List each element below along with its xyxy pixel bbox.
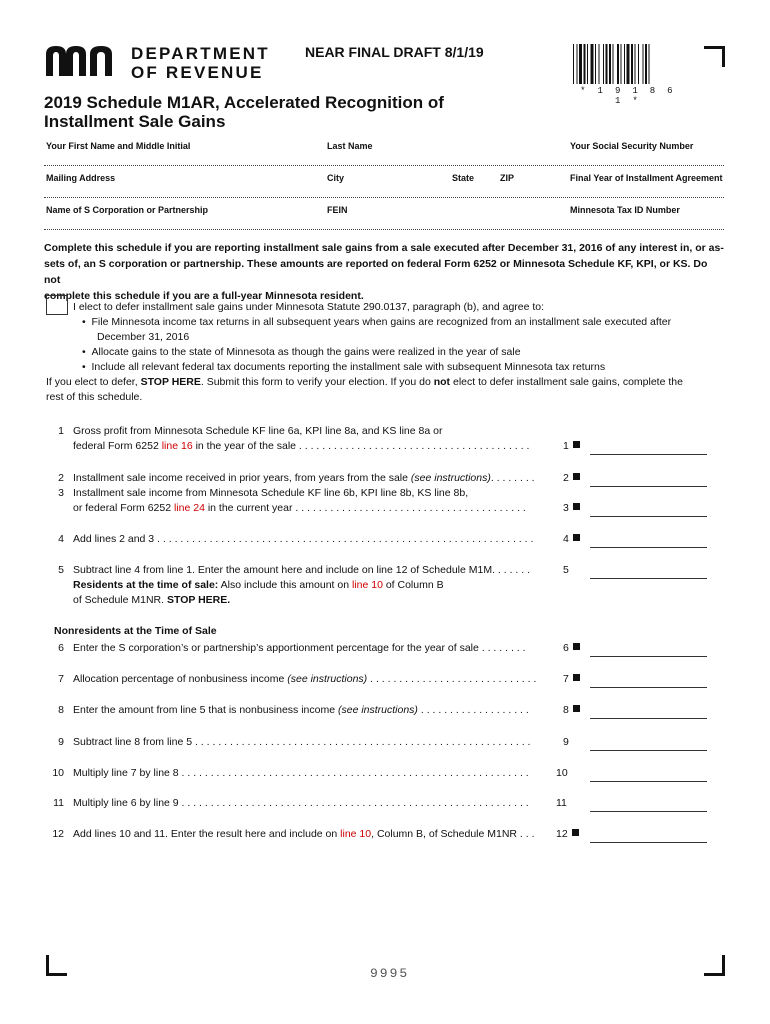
line-5-text-b2: of Column B <box>382 579 444 591</box>
line-4-ref-num: 4 <box>563 533 569 545</box>
line-3-number: 3 <box>58 487 64 499</box>
nonresidents-heading: Nonresidents at the Time of Sale <box>54 625 217 637</box>
department-logo-text <box>131 44 270 82</box>
line-4-row <box>44 533 714 548</box>
election-bullet-3: • Include all relevant federal tax documents reporting the installment sale with subsequent Minnesota tax returns <box>82 361 606 373</box>
election-statement: I elect to defer installment sale gains under Minnesota Statute 290.0137, paragraph (b), and agree to: <box>73 301 545 313</box>
line-5-text-c <box>73 594 230 606</box>
line-8-number: 8 <box>58 704 64 716</box>
square-icon <box>573 643 580 650</box>
square-icon <box>573 705 580 712</box>
line-12-amount-field[interactable] <box>590 828 707 843</box>
last-name-field[interactable]: Last Name <box>327 141 373 151</box>
defer-instruction <box>46 375 726 390</box>
line-9-ref: 9 <box>563 736 569 748</box>
line-5-link[interactable]: line 10 <box>351 579 383 591</box>
line-8-text-a: Enter the amount from line 5 that is nonbusiness income <box>73 704 338 716</box>
bullet-2-text: Allocate gains to the state of Minnesota as though the gains were realized in the year of sale <box>91 346 521 358</box>
line-3-text-b1: or federal Form 6252 <box>73 502 174 514</box>
line-3-row <box>44 487 714 517</box>
line-9-number: 9 <box>58 736 64 748</box>
line-1-row <box>44 425 714 455</box>
line-10-text: Multiply line 7 by line 8 . . . . . . . . . . . . . . . . . . . . . . . . . . . . . . . . . . . . . . . . . . . . . . . . . . . . . . . . . . . . <box>73 767 529 779</box>
line-12-text <box>73 828 535 840</box>
mn-tax-id-field[interactable]: Minnesota Tax ID Number <box>570 205 680 215</box>
line-12-ref-num: 12 <box>556 828 568 840</box>
line-5-row <box>44 564 714 609</box>
draft-label: NEAR FINAL DRAFT 8/1/19 <box>305 44 484 60</box>
line-5-residents: Residents at the time of sale: <box>73 579 219 591</box>
line-8-ref-num: 8 <box>563 704 569 716</box>
line-2-see-instructions: (see instructions) <box>410 472 491 484</box>
logo-line1: DEPARTMENT <box>131 44 270 63</box>
defer-text-b: . Submit this form to verify your election. If you do <box>200 376 434 388</box>
line-2-row <box>44 472 714 487</box>
defer-text-a: If you elect to defer, <box>46 376 141 388</box>
line-12-ref <box>556 828 579 840</box>
line-10-amount-field[interactable] <box>590 767 707 782</box>
line-12-row <box>44 828 714 843</box>
line-2-number: 2 <box>58 472 64 484</box>
line-4-number: 4 <box>58 533 64 545</box>
line-3-ref <box>563 502 580 514</box>
line-12-text-a: Add lines 10 and 11. Enter the result here and include on <box>73 828 341 840</box>
line-1-ref-num: 1 <box>563 440 569 452</box>
line-3-ref-num: 3 <box>563 502 569 514</box>
square-icon <box>573 534 580 541</box>
line-12-link[interactable]: line 10 <box>340 828 372 840</box>
line-5-text-a: Subtract line 4 from line 1. Enter the amount here and include on line 12 of Schedule M1M. . . . . . . <box>73 564 531 576</box>
line-7-amount-field[interactable] <box>590 673 707 688</box>
page-code: 9995 <box>370 966 410 981</box>
line-5-text-b <box>73 579 444 591</box>
defer-stop-here: STOP HERE <box>140 376 201 388</box>
line-6-number: 6 <box>58 642 64 654</box>
square-icon <box>573 473 580 480</box>
barcode-icon <box>573 44 683 84</box>
line-7-ref <box>563 673 580 685</box>
state-field[interactable]: State <box>452 173 475 183</box>
line-10-number: 10 <box>52 767 64 779</box>
fein-field[interactable]: FEIN <box>327 205 348 215</box>
line-10-row <box>44 767 714 782</box>
line-4-amount-field[interactable] <box>590 533 707 548</box>
line-8-ref <box>563 704 580 716</box>
intro-line1: Complete this schedule if you are reporting installment sale gains from a sale executed after December 31, 2016 of any interest in, or as- <box>44 242 724 254</box>
barcode-number: * 1 9 1 8 6 1 * <box>580 86 676 106</box>
line-12-text-b: , Column B, of Schedule M1NR . . . <box>371 828 535 840</box>
line-7-text-a: Allocation percentage of nonbusiness income <box>73 673 288 685</box>
line-7-ref-num: 7 <box>563 673 569 685</box>
line-4-ref <box>563 533 580 545</box>
mn-logo-icon <box>44 44 122 78</box>
line-1-text-b1: federal Form 6252 <box>73 440 162 452</box>
square-icon <box>573 503 580 510</box>
line-8-amount-field[interactable] <box>590 704 707 719</box>
square-icon <box>573 441 580 448</box>
line-2-text <box>73 472 535 484</box>
line-5-number: 5 <box>58 564 64 576</box>
intro-line2: sets of, an S corporation or partnership. These amounts are reported on federal Form 6252 or Minnesota Schedule KF, KPI, or KS. Do not <box>44 258 708 286</box>
line-3-text-a: Installment sale income from Minnesota Schedule KF line 6b, KPI line 8b, KS line 8b, <box>73 487 469 499</box>
first-name-field[interactable]: Your First Name and Middle Initial <box>46 141 191 151</box>
line-3-text-b2: in the current year . . . . . . . . . . . . . . . . . . . . . . . . . . . . . . . . . . . . . . . . <box>204 502 526 514</box>
corporation-field-row <box>44 203 724 230</box>
line-7-number: 7 <box>58 673 64 685</box>
square-icon <box>573 674 580 681</box>
zip-field[interactable]: ZIP <box>500 173 515 183</box>
address-field-row <box>44 171 724 198</box>
line-5-stop-here: STOP HERE. <box>166 594 231 606</box>
line-1-text-b2: in the year of the sale . . . . . . . . . . . . . . . . . . . . . . . . . . . . . . . . . . . . . . . . <box>192 440 530 452</box>
name-field-row <box>44 139 724 166</box>
line-11-row <box>44 797 714 812</box>
line-4-text: Add lines 2 and 3 . . . . . . . . . . . . . . . . . . . . . . . . . . . . . . . . . . . . . . . . . . . . . . . . . . . . . . . . . . . . . . . . . <box>73 533 534 545</box>
mailing-address-field[interactable]: Mailing Address <box>46 173 116 183</box>
line-3-link[interactable]: line 24 <box>173 502 205 514</box>
defer-election-checkbox[interactable] <box>46 295 68 315</box>
registration-mark-bottom-right <box>704 955 725 976</box>
corp-name-field[interactable]: Name of S Corporation or Partnership <box>46 205 209 215</box>
line-6-amount-field[interactable] <box>590 642 707 657</box>
line-7-text <box>73 673 536 685</box>
line-9-text: Subtract line 8 from line 5 . . . . . . . . . . . . . . . . . . . . . . . . . . . . . . . . . . . . . . . . . . . . . . . . . . . . . . . . . . <box>73 736 531 748</box>
line-11-ref: 11 <box>556 797 567 809</box>
title-line2: Installment Sale Gains <box>44 112 226 131</box>
election-bullet-1: • File Minnesota income tax returns in all subsequent years when gains are recognized from an installment sale executed after <box>82 316 672 328</box>
line-2-dots: . . . . . . . . <box>490 472 535 484</box>
line-5-text-b1: Also include this amount on <box>218 579 352 591</box>
line-1-ref <box>563 440 580 452</box>
line-8-text <box>73 704 529 716</box>
line-8-dots: . . . . . . . . . . . . . . . . . . . <box>417 704 529 716</box>
line-10-ref: 10 <box>556 767 568 779</box>
intro-line3: complete this schedule if you are a full-year Minnesota resident. <box>44 290 364 302</box>
bullet-1-text: File Minnesota income tax returns in all subsequent years when gains are recognized from an installment sale executed after <box>91 316 672 328</box>
line-6-text: Enter the S corporation’s or partnership’s apportionment percentage for the year of sale . . . . . . . . <box>73 642 526 654</box>
line-7-dots: . . . . . . . . . . . . . . . . . . . . . . . . . . . . . <box>367 673 537 685</box>
line-3-text-b <box>73 502 526 514</box>
line-12-number: 12 <box>52 828 64 840</box>
registration-mark-bottom-left <box>46 955 67 976</box>
line-6-row <box>44 642 714 657</box>
line-8-see-instructions: (see instructions) <box>337 704 418 716</box>
line-2-ref <box>563 472 580 484</box>
final-year-field[interactable]: Final Year of Installment Agreement <box>570 173 723 183</box>
logo-line2: OF REVENUE <box>131 63 264 82</box>
defer-instruction-end: rest of this schedule. <box>46 391 143 403</box>
line-2-ref-num: 2 <box>563 472 569 484</box>
title-line1: 2019 Schedule M1AR, Accelerated Recognition of <box>44 93 444 112</box>
line-5-ref: 5 <box>563 564 569 576</box>
election-bullet-2: • Allocate gains to the state of Minnesota as though the gains were realized in the year of sale <box>82 346 521 358</box>
square-icon <box>572 829 579 836</box>
city-field[interactable]: City <box>327 173 345 183</box>
line-5-amount-field[interactable] <box>590 564 707 579</box>
line-2-text-a: Installment sale income received in prior years, from years from the sale <box>73 472 411 484</box>
line-8-row <box>44 704 714 719</box>
bullet-3-text: Include all relevant federal tax documents reporting the installment sale with subsequent Minnesota tax returns <box>91 361 606 373</box>
defer-not: not <box>433 376 451 388</box>
line-11-number: 11 <box>53 797 64 809</box>
line-1-text-b <box>73 440 529 452</box>
bullet-1-continuation: December 31, 2016 <box>97 331 190 343</box>
line-6-ref <box>563 642 580 654</box>
line-1-link[interactable]: line 16 <box>161 440 193 452</box>
instructions-intro <box>44 240 724 304</box>
line-7-see-instructions: (see instructions) <box>287 673 368 685</box>
ssn-field[interactable]: Your Social Security Number <box>570 141 694 151</box>
line-2-amount-field[interactable] <box>590 472 707 487</box>
line-6-ref-num: 6 <box>563 642 569 654</box>
registration-mark-top-right <box>704 46 725 67</box>
line-9-amount-field[interactable] <box>590 736 707 751</box>
line-1-number: 1 <box>58 425 64 437</box>
line-5-text-c1: of Schedule M1NR. <box>73 594 167 606</box>
line-1-amount-field[interactable] <box>590 440 707 455</box>
line-11-amount-field[interactable] <box>590 797 707 812</box>
defer-text-c: elect to defer installment sale gains, complete the <box>450 376 683 388</box>
line-11-text: Multiply line 6 by line 9 . . . . . . . . . . . . . . . . . . . . . . . . . . . . . . . . . . . . . . . . . . . . . . . . . . . . . . . . . . . . <box>73 797 529 809</box>
line-3-amount-field[interactable] <box>590 502 707 517</box>
line-1-text-a: Gross profit from Minnesota Schedule KF line 6a, KPI line 8a, and KS line 8a or <box>73 425 443 437</box>
line-9-row <box>44 736 714 751</box>
line-7-row <box>44 673 714 688</box>
page-title <box>44 93 484 131</box>
